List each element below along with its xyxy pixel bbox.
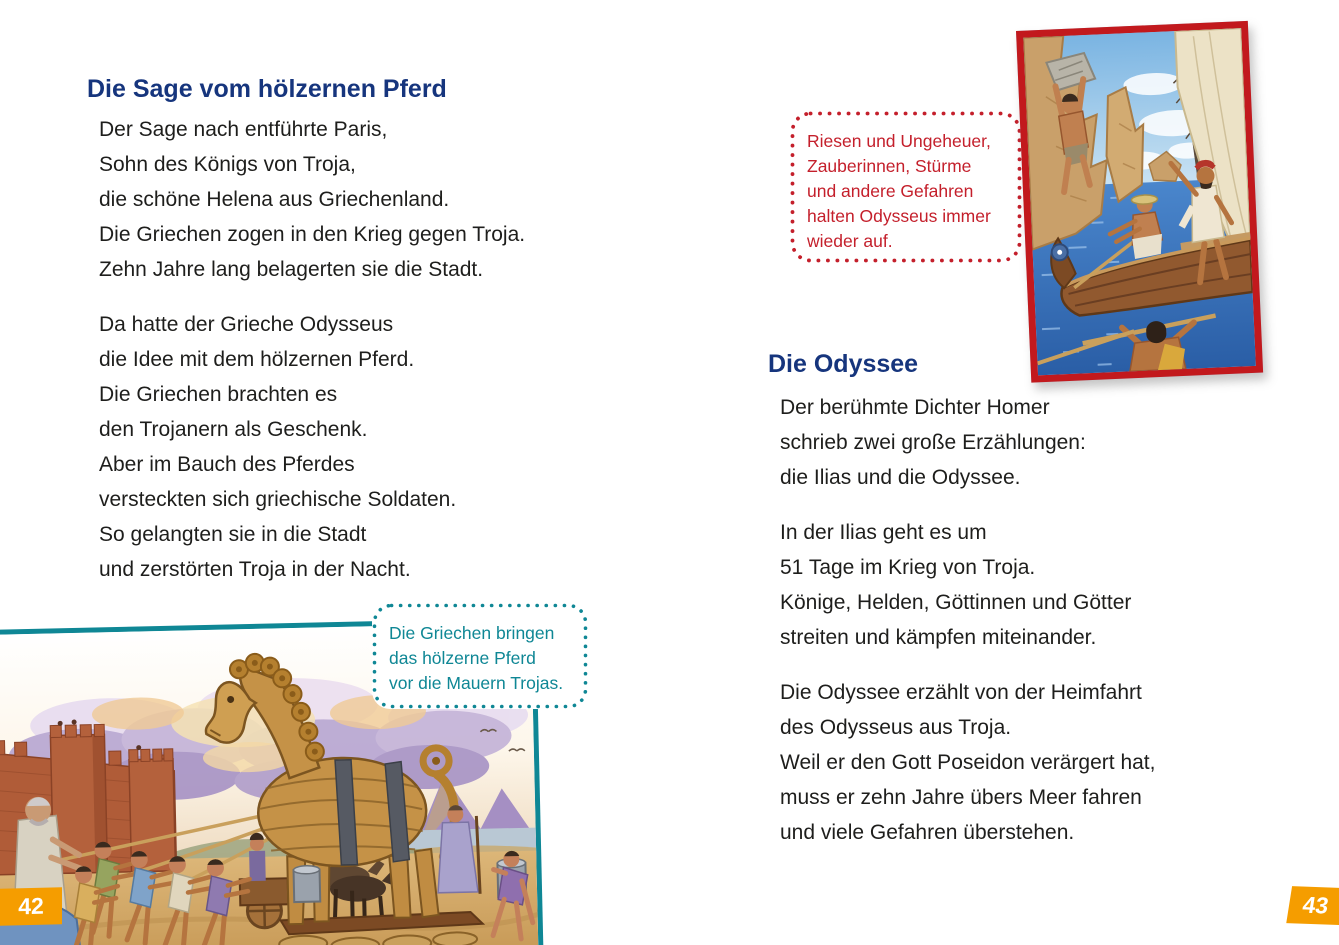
text-line: Zehn Jahre lang belagerten sie die Stadt. — [99, 258, 484, 281]
caption-line: halten Odysseus immer — [807, 206, 991, 226]
text-line: Weil er den Gott Poseidon verärgert hat, — [780, 751, 1156, 774]
text-line: und zerstörten Troja in der Nacht. — [99, 558, 411, 581]
text-line: Aber im Bauch des Pferdes — [99, 453, 355, 476]
text-line: streiten und kämpfen miteinander. — [780, 626, 1097, 649]
text-line: 51 Tage im Krieg von Troja. — [780, 556, 1036, 579]
text-line: Da hatte der Grieche Odysseus — [99, 313, 394, 336]
text-line: Die Griechen zogen in den Krieg gegen Troja. — [99, 223, 526, 246]
right-page-title: Die Odyssee — [768, 350, 919, 378]
page-number-43 — [1286, 886, 1339, 925]
text-line: Die Odyssee erzählt von der Heimfahrt — [780, 681, 1142, 704]
text-line: die Idee mit dem hölzernen Pferd. — [99, 348, 415, 371]
text-line: Sohn des Königs von Troja, — [99, 153, 356, 176]
text-line: den Trojanern als Geschenk. — [99, 418, 368, 441]
text-line: In der Ilias geht es um — [780, 521, 987, 544]
trojan-horse-caption-callout — [372, 603, 588, 709]
text-line: des Odysseus aus Troja. — [780, 716, 1012, 739]
text-line: die schöne Helena aus Griechenland. — [99, 188, 450, 211]
odyssey-dangers-callout — [790, 111, 1022, 263]
caption-line: vor die Mauern Trojas. — [389, 673, 564, 693]
text-line: Der Sage nach entführte Paris, — [99, 118, 388, 141]
caption-line: und andere Gefahren — [807, 181, 974, 201]
page-number-label: 43 — [1300, 891, 1331, 919]
caption-line: Die Griechen bringen — [389, 623, 555, 643]
odysseus-ship-scene — [1023, 28, 1256, 375]
caption-text — [372, 603, 588, 696]
left-paragraph-2 — [99, 307, 456, 587]
text-line: versteckten sich griechische Soldaten. — [99, 488, 457, 511]
page-number-label: 42 — [18, 892, 44, 920]
right-paragraph-3 — [780, 675, 1155, 850]
text-line: und viele Gefahren überstehen. — [780, 821, 1075, 844]
text-line: Könige, Helden, Göttinnen und Götter — [780, 591, 1132, 614]
caption-text — [790, 111, 1022, 254]
caption-line: Riesen und Ungeheuer, — [807, 131, 991, 151]
right-paragraph-1 — [780, 390, 1086, 495]
page-number-42 — [0, 887, 62, 926]
text-line: die Ilias und die Odyssee. — [780, 466, 1021, 489]
text-line: So gelangten sie in die Stadt — [99, 523, 367, 546]
caption-line: das hölzerne Pferd — [389, 648, 536, 668]
text-line: muss er zehn Jahre übers Meer fahren — [780, 786, 1142, 809]
text-line: Die Griechen brachten es — [99, 383, 338, 406]
caption-line: Zauberinnen, Stürme — [807, 156, 972, 176]
text-line: schrieb zwei große Erzählungen: — [780, 431, 1086, 454]
left-paragraph-1 — [99, 112, 525, 287]
odysseus-ship-illustration — [1016, 21, 1263, 383]
left-page-title: Die Sage vom hölzernen Pferd — [87, 75, 447, 103]
caption-line: wieder auf. — [807, 231, 893, 251]
text-line: Der berühmte Dichter Homer — [780, 396, 1050, 419]
right-paragraph-2 — [780, 515, 1131, 655]
